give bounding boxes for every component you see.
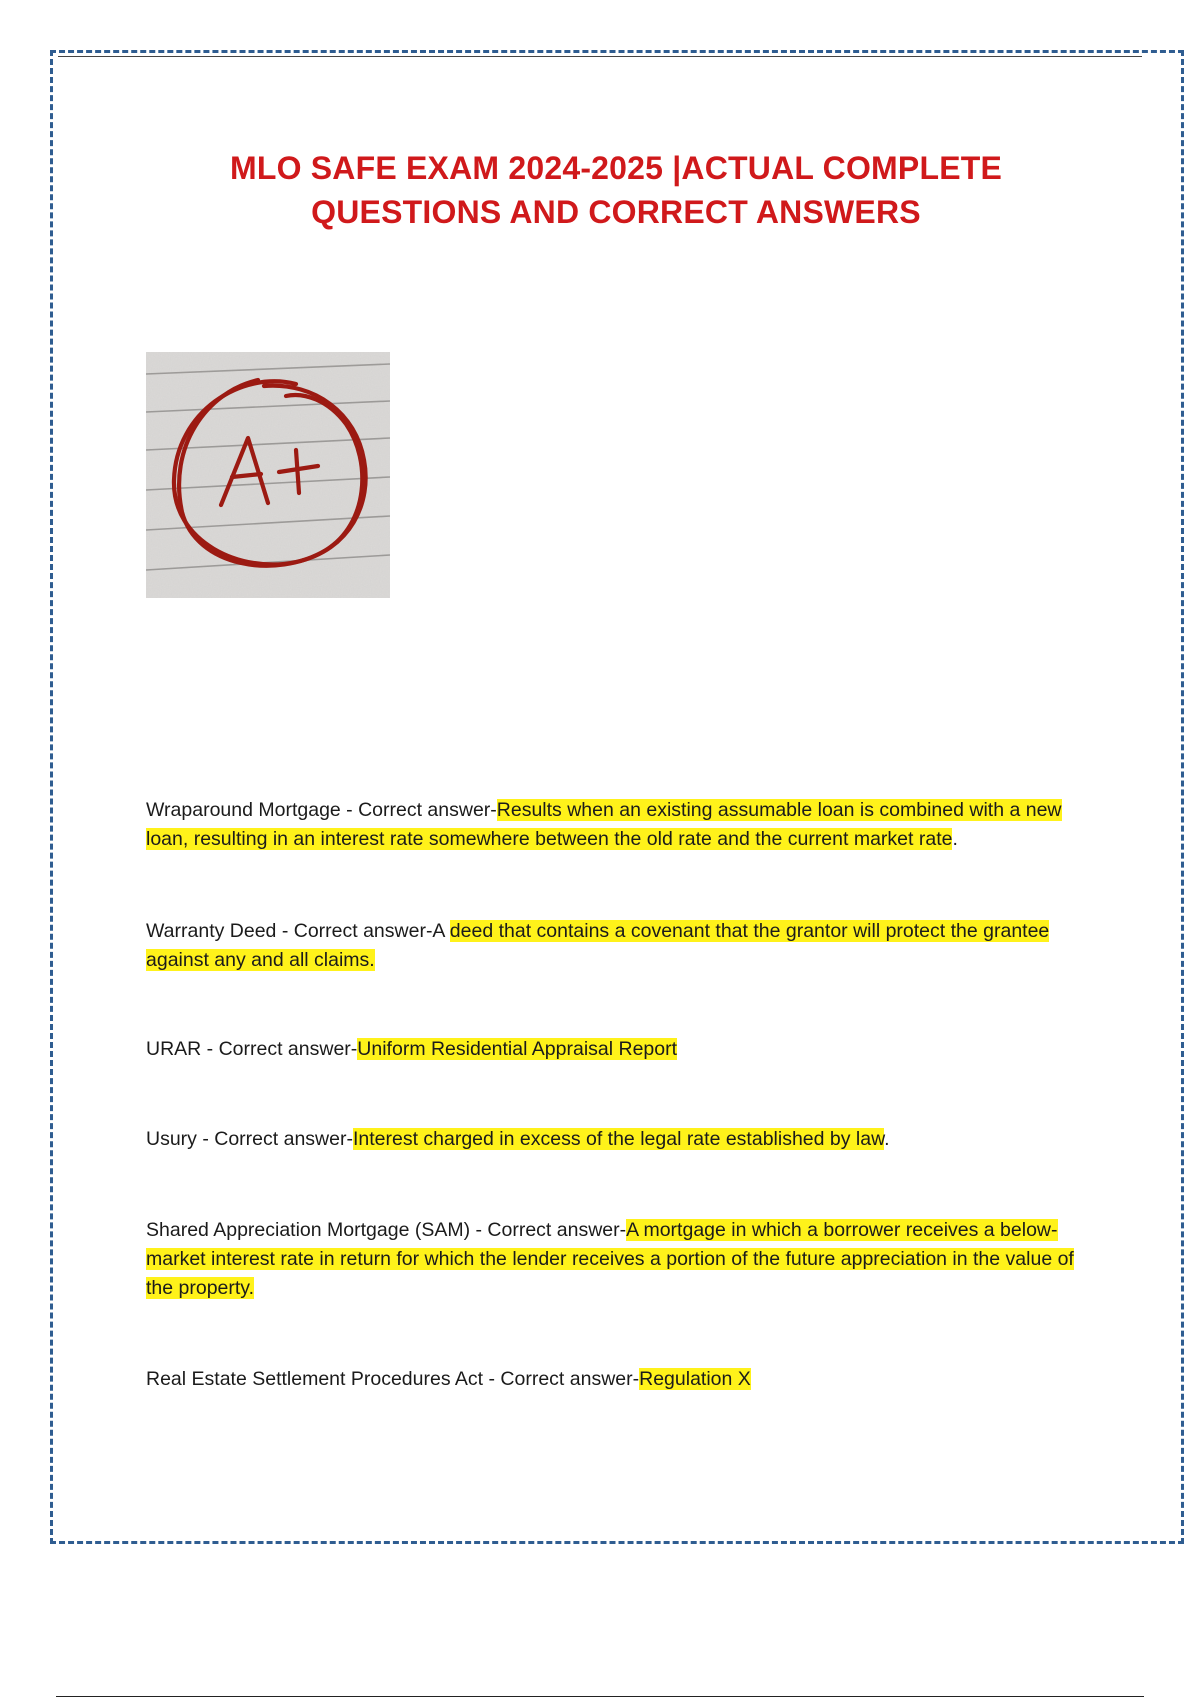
qa-entry-usury	[146, 1125, 1096, 1154]
term-label: Warranty Deed - Correct answer-A	[146, 920, 450, 942]
qa-entry-shared-appreciation-mortgage	[146, 1216, 1096, 1303]
qa-entry-respa	[146, 1365, 1096, 1394]
term-label: Wraparound Mortgage - Correct answer-	[146, 799, 497, 821]
qa-entry-urar	[146, 1035, 1096, 1064]
highlighted-answer: Uniform Residential Appraisal Report	[357, 1038, 678, 1060]
title-line-2: QUESTIONS AND CORRECT ANSWERS	[311, 194, 921, 230]
qa-entry-wraparound-mortgage	[146, 796, 1096, 854]
term-label: Shared Appreciation Mortgage (SAM) - Correct answer-	[146, 1219, 627, 1241]
term-label: URAR - Correct answer-	[146, 1038, 358, 1060]
highlighted-answer: Interest charged in excess of the legal rate established by law	[352, 1128, 885, 1150]
highlighted-answer: Regulation X	[639, 1368, 751, 1390]
a-plus-grade-image	[146, 352, 390, 598]
highlighted-answer: A mortgage in which a borrower receives a below-market interest rate in return for which the lender receives a portion of the future appreciation in the value of the property.	[146, 1219, 1074, 1299]
qa-entry-warranty-deed	[146, 917, 1096, 975]
title-line-1: MLO SAFE EXAM 2024-2025 |ACTUAL COMPLETE	[229, 150, 1003, 186]
highlighted-answer: Results when an existing assumable loan is combined with a new loan, resulting in an interest rate somewhere between the old rate and the current market rate	[146, 799, 1062, 850]
footer-rule	[56, 1696, 1144, 1697]
term-label: Real Estate Settlement Procedures Act - Correct answer-	[146, 1368, 640, 1390]
answer-trailing: .	[952, 828, 958, 850]
highlighted-answer: deed that contains a covenant that the grantor will protect the grantee against any and all claims.	[146, 920, 1050, 971]
answer-trailing: .	[884, 1128, 890, 1150]
term-label: Usury - Correct answer-	[146, 1128, 353, 1150]
page-title	[100, 146, 1132, 234]
header-rule	[58, 56, 1142, 57]
a-plus-grade-stamp-icon	[146, 352, 390, 598]
